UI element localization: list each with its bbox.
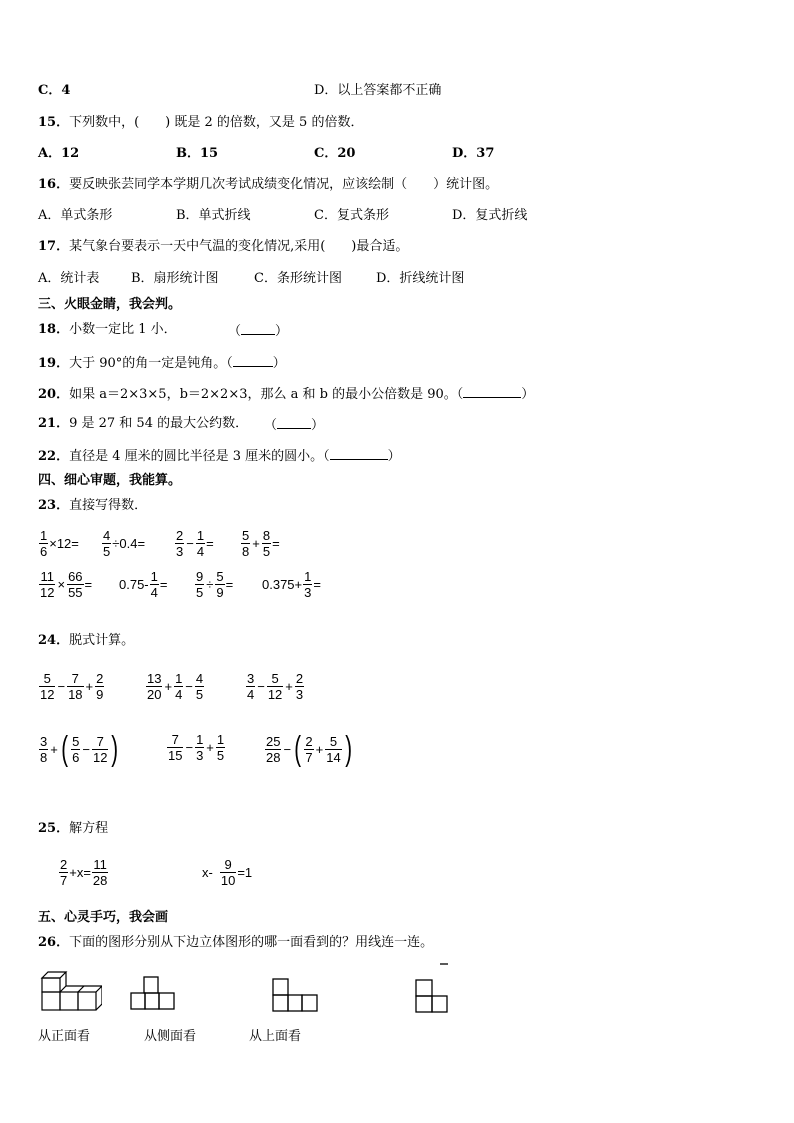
answer-blank[interactable]	[228, 321, 288, 341]
fraction: $\frac{7}{12}$	[92, 733, 108, 765]
question-24	[38, 632, 134, 650]
operator: −	[186, 536, 194, 551]
operator: +	[164, 679, 173, 694]
fraction: $\frac{2}{7}$	[60, 857, 68, 888]
question-number: 17．	[38, 239, 70, 254]
expression-head: 0.375+	[262, 577, 303, 592]
question-text: 某气象台要表示一天中气温的变化情况,采用( )最合适。	[69, 239, 409, 254]
q16-option-a: A．单式条形	[38, 208, 113, 223]
question-number: 19．	[38, 356, 70, 371]
fraction: $\frac{7}{18}$	[68, 671, 83, 702]
fraction: $\frac{9}{10}$	[220, 857, 236, 888]
question-text: 直径是 4 厘米的圆比半径是 3 厘米的圆小。（	[69, 449, 330, 464]
question-text: 如果 a＝2×3×5，b＝2×2×3，那么 a 和 b 的最小公倍数是 90。（	[69, 387, 464, 402]
question-text: 直接写得数．	[69, 498, 148, 513]
question-number: 20．	[38, 387, 70, 402]
paren-open: (	[294, 730, 302, 768]
calc-expression	[166, 732, 226, 763]
fraction: $\frac{2}{3}$	[176, 528, 184, 559]
fraction: $\frac{7}{15}$	[168, 732, 183, 763]
fraction: $\frac{1}{3}$	[196, 732, 204, 763]
question-text: 下面的图形分别从下边立体图形的哪一面看到的？用线连一连。	[69, 935, 434, 950]
expression-tail: ÷0.4=	[112, 536, 146, 551]
fraction: $\frac{25}{28}$	[266, 733, 281, 765]
equals-sign: =	[272, 536, 280, 551]
operator: −	[257, 679, 265, 694]
q17-option-a: A．统计表	[38, 271, 100, 286]
operator: −	[57, 679, 66, 694]
equals-sign: =	[84, 577, 93, 592]
fraction: $\frac{9}{5}$	[196, 569, 204, 600]
view-figure-3	[412, 958, 452, 1016]
solid-figure-3d	[38, 968, 102, 1014]
view-figure-1	[130, 973, 178, 1013]
question-number: 23．	[38, 498, 70, 513]
paren-close: ）	[521, 387, 535, 402]
question-19	[38, 353, 286, 373]
equation	[58, 857, 109, 888]
fraction: $\frac{1}{5}$	[216, 732, 225, 763]
calc-expression	[245, 671, 305, 702]
fraction: $\frac{5}{6}$	[72, 733, 80, 765]
fraction: $\frac{1}{6}$	[40, 528, 48, 559]
section-heading-3: 三、火眼金睛，我会判。	[38, 297, 182, 312]
calc-expression	[38, 569, 92, 600]
operator: +	[315, 741, 324, 757]
expression-tail: ×12=	[49, 536, 79, 551]
q17-option-d: D．折线统计图	[376, 271, 465, 286]
paren-close: )	[111, 730, 119, 768]
calc-expression	[194, 569, 233, 600]
equals-sign: =	[206, 536, 214, 551]
calc-expression	[38, 528, 79, 559]
operator: −	[185, 679, 193, 694]
section-heading-5: 五、心灵手巧，我会画	[38, 910, 169, 925]
question-18	[38, 321, 177, 339]
operator: ×	[57, 577, 66, 592]
question-number: 24．	[38, 633, 70, 648]
paren-close: ）	[387, 449, 401, 464]
operator: +	[206, 740, 214, 755]
question-number: 21．	[38, 416, 70, 431]
question-16	[38, 176, 498, 194]
fraction: $\frac{1}{3}$	[304, 569, 312, 600]
equation-middle: +x=	[69, 865, 91, 880]
fraction: $\frac{1}{4}$	[196, 528, 205, 559]
paren-close: )	[344, 730, 352, 768]
fraction: $\frac{8}{5}$	[262, 528, 271, 559]
question-number: 25．	[38, 821, 70, 836]
fraction: $\frac{4}{5}$	[103, 528, 111, 559]
fraction: $\frac{2}{3}$	[295, 671, 304, 702]
question-number: 22．	[38, 449, 70, 464]
equation-tail: =1	[237, 865, 253, 880]
fraction: $\frac{2}{7}$	[305, 733, 313, 765]
question-text: 小数一定比 1 小．	[69, 322, 177, 337]
question-number: 15．	[38, 115, 70, 130]
operator: +	[285, 679, 293, 694]
calc-expression	[262, 569, 321, 600]
fraction: $\frac{5}{9}$	[216, 569, 224, 600]
answer-blank[interactable]	[264, 415, 324, 435]
fraction: $\frac{5}{14}$	[326, 733, 341, 765]
q17-option-c: C．条形统计图	[254, 271, 342, 286]
question-17	[38, 238, 408, 256]
paren-close: ）	[275, 324, 289, 339]
fraction: $\frac{11}{12}$	[40, 569, 55, 600]
view-figure-2	[270, 975, 322, 1015]
question-number: 16．	[38, 177, 70, 192]
equation-head: x-	[202, 865, 213, 880]
q17-option-b: B．扇形统计图	[131, 271, 219, 286]
question-23	[38, 497, 147, 515]
blank-line	[241, 321, 275, 335]
paren-open: （	[264, 418, 278, 433]
q15-option-b: B．15	[176, 146, 219, 161]
paren-open: (	[61, 730, 68, 768]
paren-close: ）	[311, 418, 325, 433]
fraction: $\frac{66}{55}$	[68, 569, 83, 600]
q16-option-b: B．单式折线	[176, 208, 251, 223]
equation	[202, 857, 252, 888]
question-15	[38, 114, 363, 132]
q14-option-d: D．以上答案都不正确	[314, 83, 442, 98]
expression-head: 0.75-	[119, 577, 149, 592]
view-label-side: 从侧面看	[144, 1029, 197, 1044]
blank-line	[277, 415, 311, 429]
fraction: $\frac{5}{8}$	[242, 528, 250, 559]
calc-expression	[264, 732, 354, 766]
equals-sign: =	[225, 577, 234, 592]
q14-option-c: C．4	[38, 83, 71, 98]
fraction: $\frac{4}{5}$	[195, 671, 204, 702]
calc-expression	[240, 528, 280, 559]
question-number: 18．	[38, 322, 70, 337]
fraction: $\frac{13}{20}$	[147, 671, 162, 702]
question-text: 脱式计算。	[69, 633, 135, 648]
q15-option-c: C．20	[314, 146, 356, 161]
question-21	[38, 415, 248, 433]
question-22	[38, 446, 401, 466]
fraction: $\frac{3}{8}$	[40, 733, 48, 765]
answer-blank[interactable]	[233, 353, 273, 367]
question-20	[38, 384, 534, 404]
operator: +	[50, 741, 58, 757]
question-text: 要反映张芸同学本学期几次考试成绩变化情况，应该绘制（ ）统计图。	[69, 177, 499, 192]
q15-option-d: D．37	[452, 146, 495, 161]
fraction: $\frac{3}{4}$	[247, 671, 255, 702]
fraction: $\frac{2}{9}$	[96, 671, 104, 702]
question-text: 大于 90°的角一定是钝角。（	[69, 356, 233, 371]
operator: +	[252, 536, 260, 551]
question-number: 26．	[38, 935, 70, 950]
q15-option-a: A．12	[38, 146, 80, 161]
q16-option-d: D．复式折线	[452, 208, 528, 223]
fraction: $\frac{11}{28}$	[92, 857, 108, 888]
question-text: 下列数中，( ) 既是 2 的倍数，又是 5 的倍数．	[69, 115, 364, 130]
view-label-front: 从正面看	[38, 1029, 91, 1044]
operator: −	[82, 741, 90, 757]
fraction: $\frac{5}{12}$	[40, 671, 55, 702]
calc-expression	[119, 569, 167, 600]
question-text: 解方程	[69, 821, 109, 836]
fraction: $\frac{5}{12}$	[267, 671, 283, 702]
operator: −	[283, 741, 292, 757]
question-26	[38, 934, 433, 952]
fraction: $\frac{1}{4}$	[150, 569, 158, 600]
calc-expression	[101, 528, 145, 559]
equals-sign: =	[313, 577, 321, 592]
calc-expression	[174, 528, 214, 559]
answer-blank[interactable]	[330, 446, 388, 460]
view-label-top: 从上面看	[249, 1029, 302, 1044]
q16-option-c: C．复式条形	[314, 208, 389, 223]
calc-expression	[38, 671, 105, 702]
question-text: 9 是 27 和 54 的最大公约数．	[69, 416, 249, 431]
operator: +	[85, 679, 94, 694]
calc-expression	[145, 671, 205, 702]
paren-close: ）	[272, 356, 286, 371]
equals-sign: =	[159, 577, 168, 592]
paren-open: （	[228, 324, 242, 339]
answer-blank[interactable]	[463, 384, 521, 398]
fraction: $\frac{1}{4}$	[175, 671, 183, 702]
section-heading-4: 四、细心审题，我能算。	[38, 473, 182, 488]
question-25	[38, 820, 108, 838]
calc-expression	[38, 732, 121, 766]
operator: −	[185, 740, 194, 755]
operator: ÷	[206, 577, 214, 592]
